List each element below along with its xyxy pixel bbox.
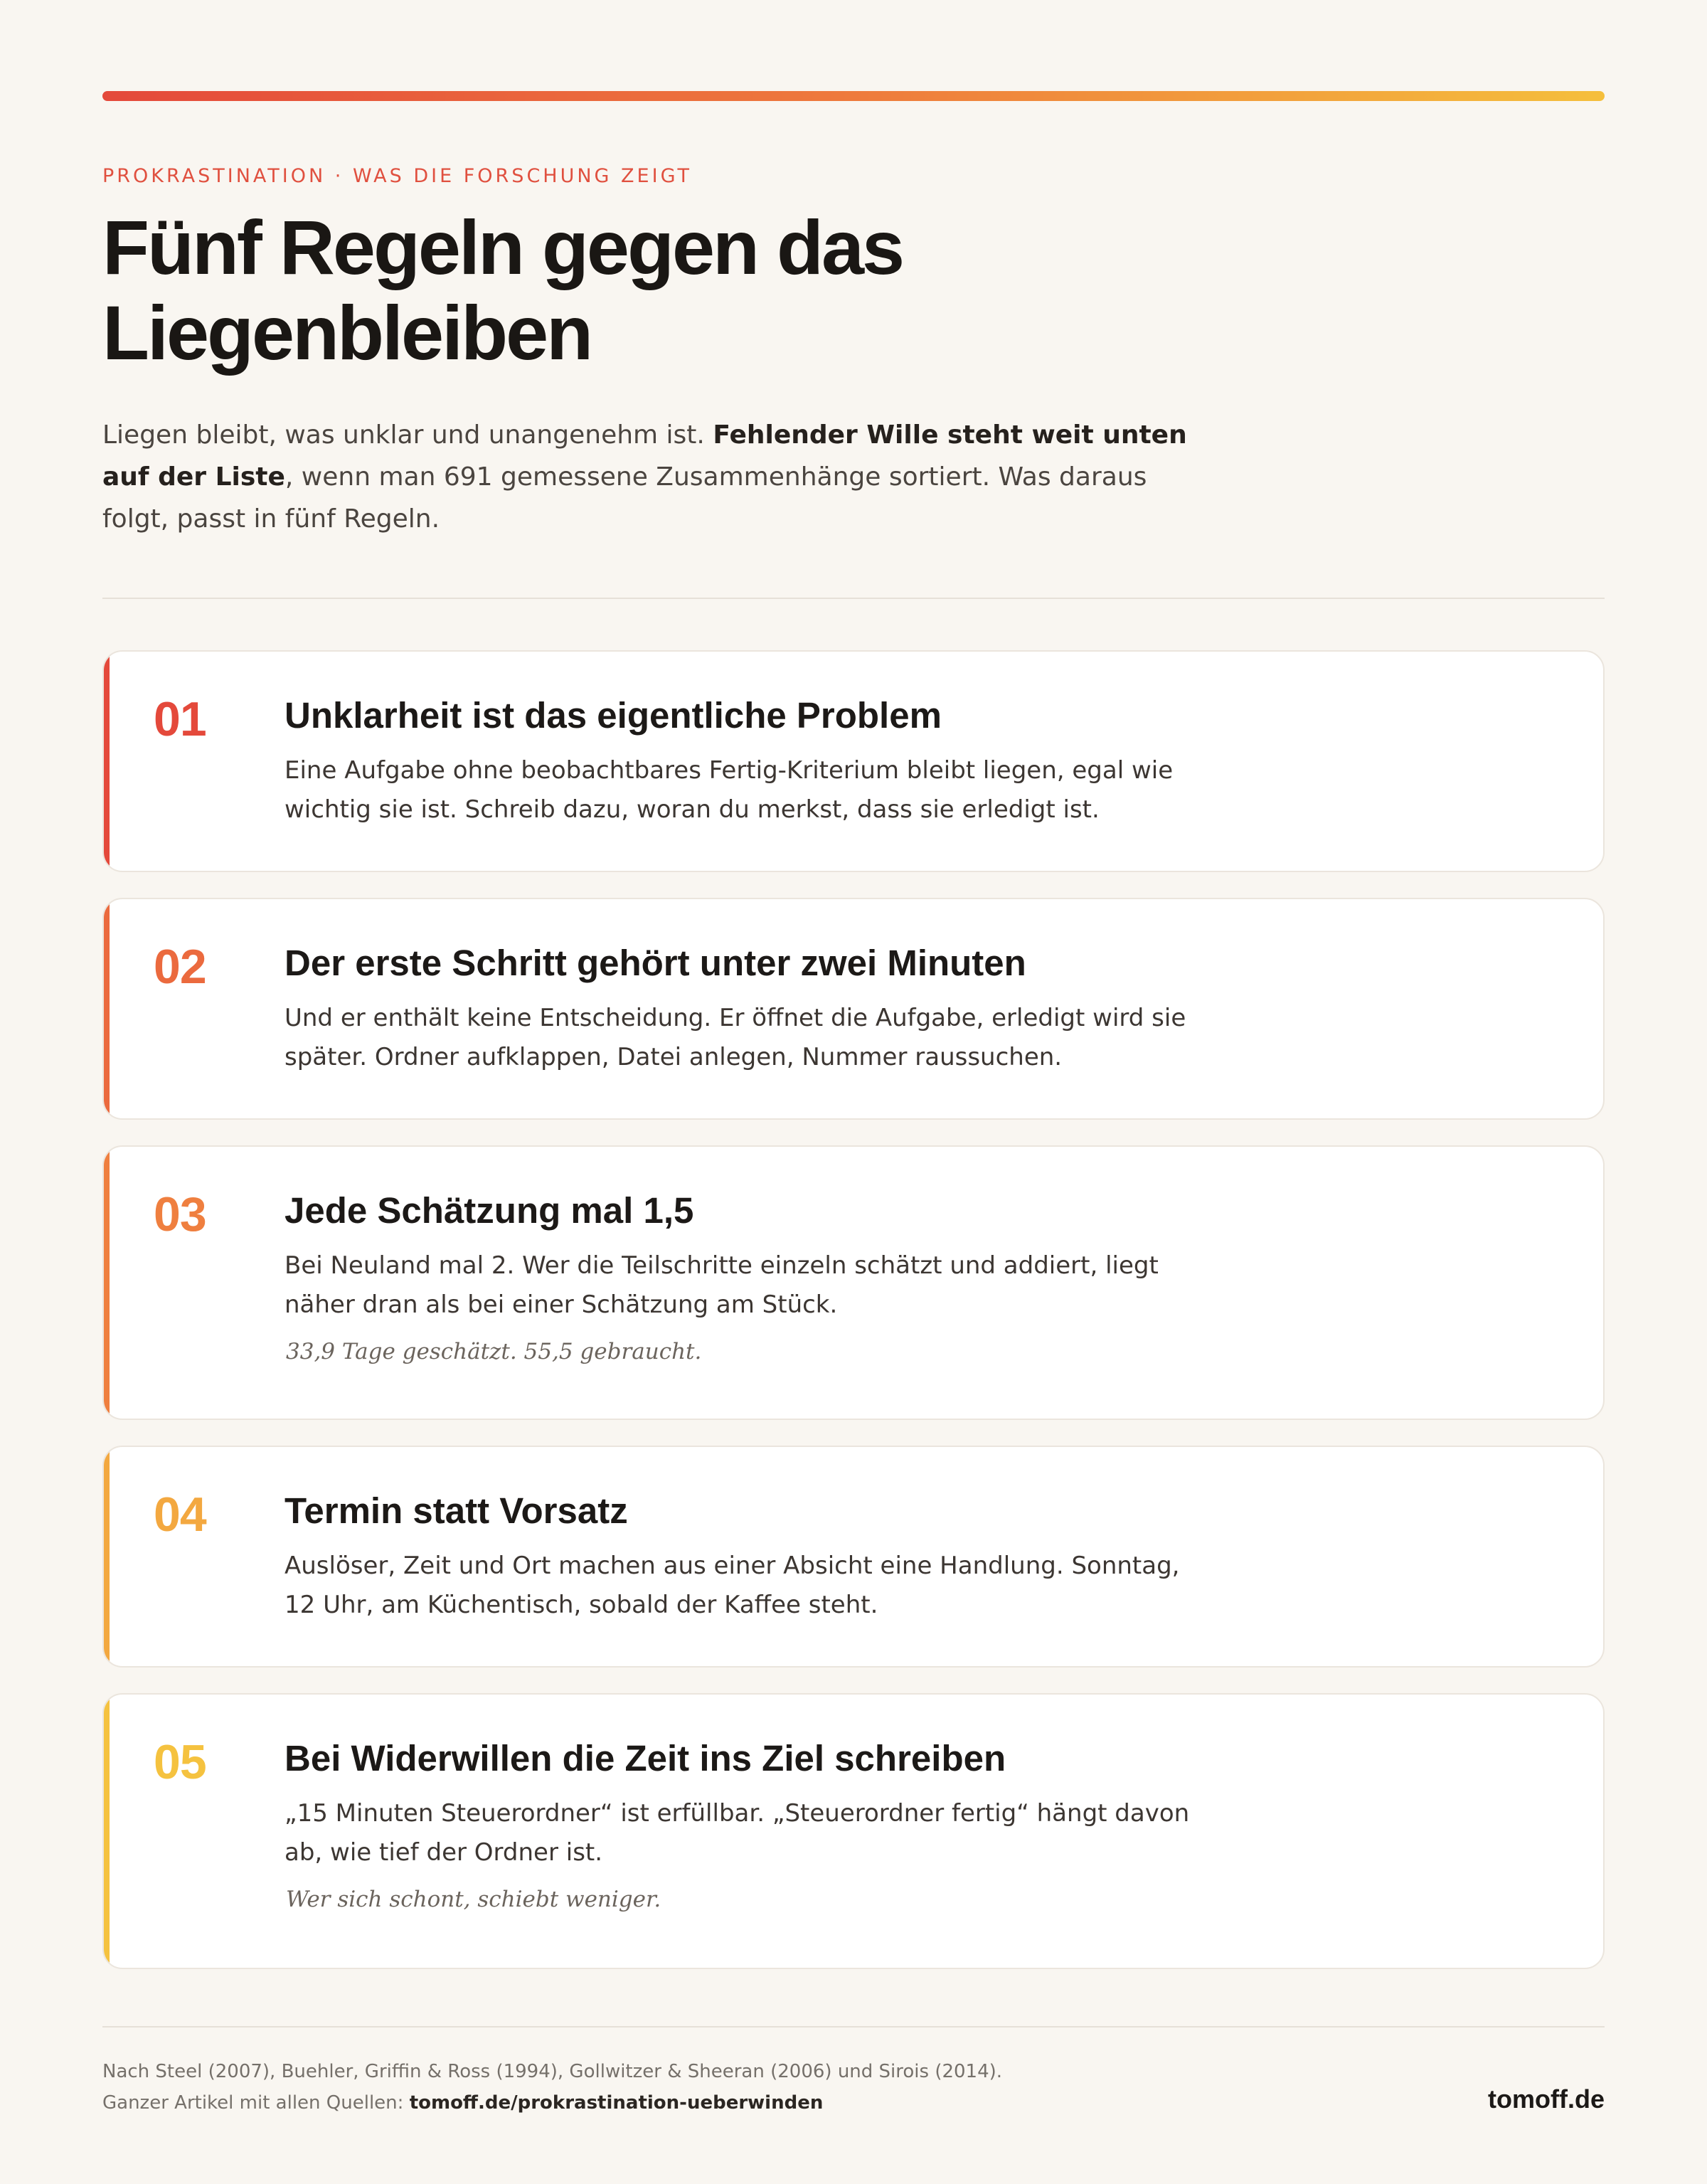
rule-title: Bei Widerwillen die Zeit ins Ziel schreiben (284, 1738, 1006, 1779)
rule-card-3 (102, 1145, 1605, 1420)
kicker: PROKRASTINATION · WAS DIE FORSCHUNG ZEIGT (102, 165, 693, 187)
footer-sources (102, 2056, 1383, 2119)
rule-number: 01 (154, 692, 206, 746)
sources-line: Nach Steel (2007), Buehler, Griffin & Ross (1994), Gollwitzer & Sheeran (2006) und Sirois (2014). (102, 2061, 1003, 2082)
rule-title: Jede Schätzung mal 1,5 (284, 1190, 694, 1231)
rule-number: 05 (154, 1735, 206, 1789)
article-line (102, 2087, 1383, 2119)
rule-accent-bar (104, 652, 110, 871)
rule-text: Und er enthält keine Entscheidung. Er öffnet die Aufgabe, erledigt wird sie später. Ordner aufklappen, Datei anlegen, Nummer raussuchen. (284, 1004, 1186, 1071)
rule-card-5 (102, 1693, 1605, 1969)
rule-handwritten-note: 33,9 Tage geschätzt. 55,5 gebraucht. (286, 1339, 702, 1364)
rule-text: Bei Neuland mal 2. Wer die Teilschritte einzeln schätzt und addiert, liegt näher dran als bei einer Schätzung am Stück. (284, 1251, 1159, 1319)
rule-handwritten-note: Wer sich schont, schiebt weniger. (286, 1887, 661, 1912)
rule-title: Unklarheit ist das eigentliche Problem (284, 695, 942, 736)
title-line-1: Fünf Regeln gegen das (102, 204, 903, 290)
rule-accent-bar (104, 1147, 110, 1419)
intro-part-1: Liegen bleibt, was unklar und unangenehm ist. (102, 420, 713, 450)
rule-accent-bar (104, 1695, 110, 1968)
gradient-top-bar (102, 91, 1605, 101)
divider-top (102, 598, 1605, 599)
rule-accent-bar (104, 1447, 110, 1666)
rule-card-2 (102, 898, 1605, 1120)
rule-card-4 (102, 1446, 1605, 1668)
rule-number: 04 (154, 1488, 206, 1542)
rule-text: Auslöser, Zeit und Ort machen aus einer Absicht eine Handlung. Sonntag, 12 Uhr, am Küchentisch, sobald der Kaffee steht. (284, 1552, 1180, 1619)
title-line-2: Liegenbleiben (102, 290, 592, 376)
article-link[interactable]: tomoff.de/prokrastination-ueberwinden (409, 2092, 824, 2114)
intro-text (102, 414, 1212, 540)
rule-title: Termin statt Vorsatz (284, 1490, 628, 1531)
rule-number: 03 (154, 1187, 206, 1241)
intro-part-2: , wenn man 691 gemessene Zusammenhänge sortiert. Was daraus folgt, passt in fünf Regeln. (102, 462, 1147, 534)
rule-title: Der erste Schritt gehört unter zwei Minuten (284, 943, 1026, 983)
brand-logo-text[interactable]: tomoff.de (1488, 2084, 1605, 2114)
intro-bold: Fehlender Wille steht weit unten auf der Liste (102, 420, 1187, 492)
article-label: Ganzer Artikel mit allen Quellen: (102, 2092, 410, 2114)
rule-accent-bar (104, 899, 110, 1118)
divider-bottom (102, 2026, 1605, 2027)
rule-card-1 (102, 650, 1605, 872)
infographic-page (102, 0, 1605, 2184)
rule-text: Eine Aufgabe ohne beobachtbares Fertig-Kriterium bleibt liegen, egal wie wichtig sie ist. Schreib dazu, woran du merkst, dass sie erledigt ist. (284, 756, 1174, 824)
rule-number: 02 (154, 940, 206, 994)
page-title (102, 205, 1240, 376)
rule-text: „15 Minuten Steuerordner“ ist erfüllbar. „Steuerordner fertig“ hängt davon ab, wie tief der Ordner ist. (284, 1799, 1190, 1867)
